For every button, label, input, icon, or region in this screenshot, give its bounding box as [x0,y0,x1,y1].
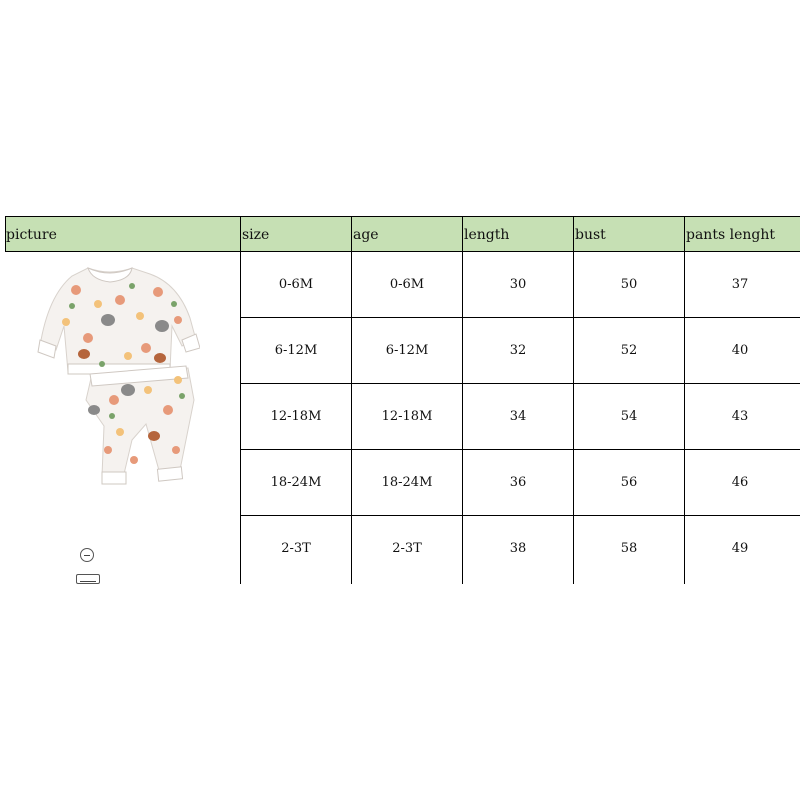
header-picture: picture [6,227,57,243]
cell-size: 12-18M [270,409,322,424]
cell-pants-length: 46 [731,475,749,490]
cell-length: 30 [509,277,527,292]
header-pants-length: pants lenght [686,227,775,243]
cell-bust: 54 [620,409,638,424]
grid-line [5,216,6,251]
cell-pants-length: 37 [731,277,749,292]
cell-size: 2-3T [281,541,311,556]
header-length: length [464,227,510,243]
cell-age: 0-6M [389,277,425,292]
floral-chicken-print-sweatshirt-and-pants-set-icon [28,260,200,492]
cell-bust: 56 [620,475,638,490]
cell-age: 12-18M [381,409,433,424]
cell-age: 18-24M [381,475,433,490]
cell-size: 18-24M [270,475,322,490]
cell-age: 2-3T [392,541,422,556]
header-age: age [353,227,379,243]
grid-line [5,216,800,217]
control-icon[interactable] [76,574,100,584]
cell-bust: 58 [620,541,638,556]
product-picture [28,260,200,492]
cell-pants-length: 49 [731,541,749,556]
cell-pants-length: 40 [731,343,749,358]
cell-age: 6-12M [385,343,429,358]
cell-length: 32 [509,343,527,358]
header-size: size [242,227,270,243]
cell-length: 38 [509,541,527,556]
cell-pants-length: 43 [731,409,749,424]
cell-length: 34 [509,409,527,424]
collapse-icon[interactable] [80,548,94,562]
cell-bust: 50 [620,277,638,292]
header-bust: bust [575,227,606,243]
cell-size: 0-6M [278,277,314,292]
cell-size: 6-12M [274,343,318,358]
cell-bust: 52 [620,343,638,358]
cell-length: 36 [509,475,527,490]
